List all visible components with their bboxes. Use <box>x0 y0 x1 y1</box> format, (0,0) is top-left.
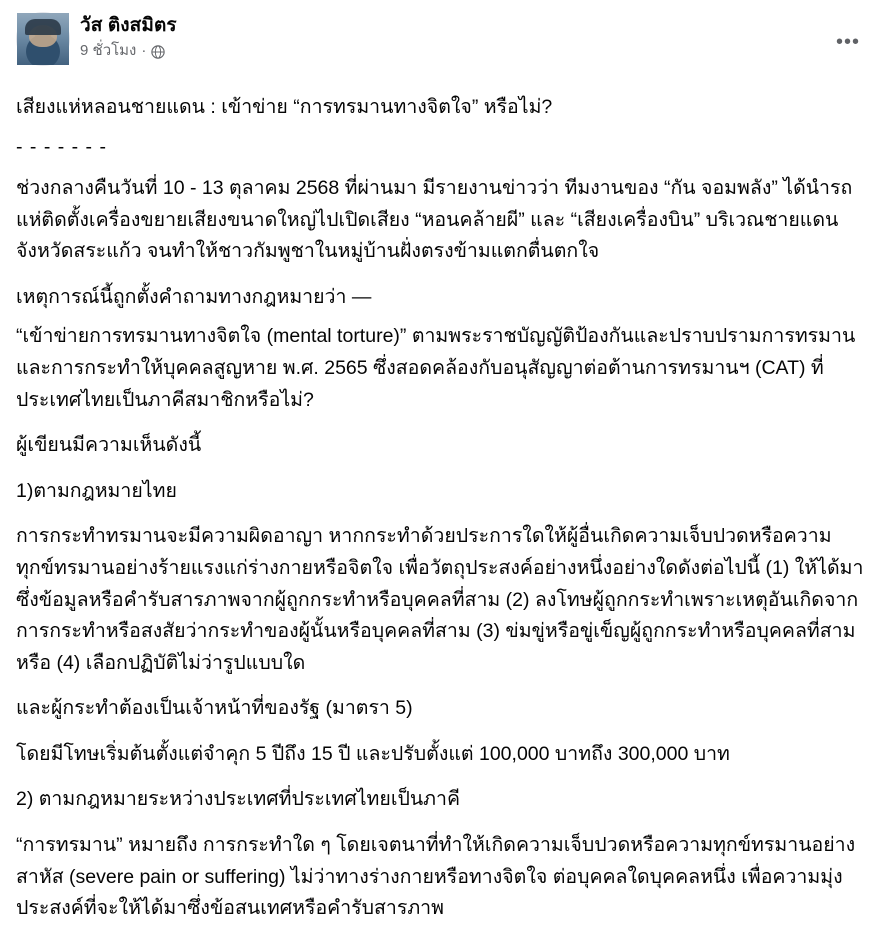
post-meta <box>80 41 177 61</box>
post-body <box>0 78 882 925</box>
post-paragraph-4: ผู้เขียนมีความเห็นดังนี้ <box>16 434 202 457</box>
post-paragraph-6: การกระทำทรมานจะมีความผิดอาญา หากกระทำด้วยประการใดให้ผู้อื่นเกิดความเจ็บปวดหรือความทุกข์ทรมานอย่างร้ายแรงแก่ร่างกายหรือจิตใจ เพื่อวัตถุประสงค์อย่างหนึ่งอย่างใดดังต่อไปนี้ (1) ให้ได้มาซึ่งข้อมูลหรือคำรับสารภาพจากผู้ถูกกระทำหรือบุคคลที่สาม (2) ลงโทษผู้ถูกกระทำเพราะเหตุอันเกิดจากการกระทำหรือสงสัยว่ากระทำของผู้นั้นหรือบุคคลที่สาม (3) ข่มขู่หรือขู่เข็ญผู้ถูกกระทำหรือบุคคลที่สาม หรือ (4) เลือกปฏิบัติไม่ว่ารูปแบบใด <box>16 525 864 674</box>
post-more-options-button[interactable]: ••• <box>835 30 860 53</box>
post-paragraph-1: ช่วงกลางคืนวันที่ 10 - 13 ตุลาคม 2568 ที่ผ่านมา มีรายงานข่าวว่า ทีมงานของ “กัน จอมพลัง” ได้นำรถแห่ติดตั้งเครื่องขยายเสียงขนาดใหญ่ไปเปิดเสียง “หอนคล้ายผี” และ “เสียงเครื่องบิน” บริเวณชายแดนจังหวัดสระแก้ว จนทำให้ชาวกัมพูชาในหมู่บ้านฝั่งตรงข้ามแตกตื่นตกใจ <box>16 177 853 263</box>
post-paragraph-2: เหตุการณ์นี้ถูกตั้งคำถามทางกฎหมายว่า — <box>16 285 372 308</box>
meta-separator: · <box>141 42 147 59</box>
globe-icon[interactable] <box>151 45 165 59</box>
post-text-divider: - - - - - - - <box>16 135 107 158</box>
post-header-text <box>80 12 177 61</box>
post-paragraph-3: “เข้าข่ายการทรมานทางจิตใจ (mental torture)” ตามพระราชบัญญัติป้องกันและปราบปรามการทรมานและการกระทำให้บุคคลสูญหาย พ.ศ. 2565 ซึ่งสอดคล้องกับอนุสัญญาต่อต้านการทรมานฯ (CAT) ที่ประเทศไทยเป็นภาคีสมาชิกหรือไม่? <box>16 325 856 411</box>
post-paragraph-9: 2) ตามกฎหมายระหว่างประเทศที่ประเทศไทยเป็นภาคี <box>16 788 461 811</box>
post-paragraph-8: โดยมีโทษเริ่มต้นตั้งแต่จำคุก 5 ปีถึง 15 ปี และปรับตั้งแต่ 100,000 บาทถึง 300,000 บาท <box>16 742 730 765</box>
post-header <box>0 0 882 70</box>
avatar-image <box>17 13 69 65</box>
avatar[interactable] <box>16 12 70 66</box>
post-paragraph-5: 1)ตามกฎหมายไทย <box>16 479 177 502</box>
post-timestamp[interactable]: 9 ชั่วโมง <box>80 42 137 59</box>
post-paragraph-10: “การทรมาน” หมายถึง การกระทำใด ๆ โดยเจตนาที่ทำให้เกิดความเจ็บปวดหรือความทุกข์ทรมานอย่างสาหัส (severe pain or suffering) ไม่ว่าทางร่างกายหรือทางจิตใจ ต่อบุคคลใดบุคคลหนึ่ง เพื่อความมุ่งประสงค์ที่จะให้ได้มาซึ่งข้อสนเทศหรือคำรับสารภาพ <box>16 833 856 920</box>
post-title: เสียงแห่หลอนชายแดน : เข้าข่าย “การทรมานทางจิตใจ” หรือไม่? <box>16 96 553 118</box>
author-name[interactable]: วัส ติงสมิตร <box>80 15 177 36</box>
post-paragraph-7: และผู้กระทำต้องเป็นเจ้าหน้าที่ของรัฐ (มาตรา 5) <box>16 697 413 720</box>
